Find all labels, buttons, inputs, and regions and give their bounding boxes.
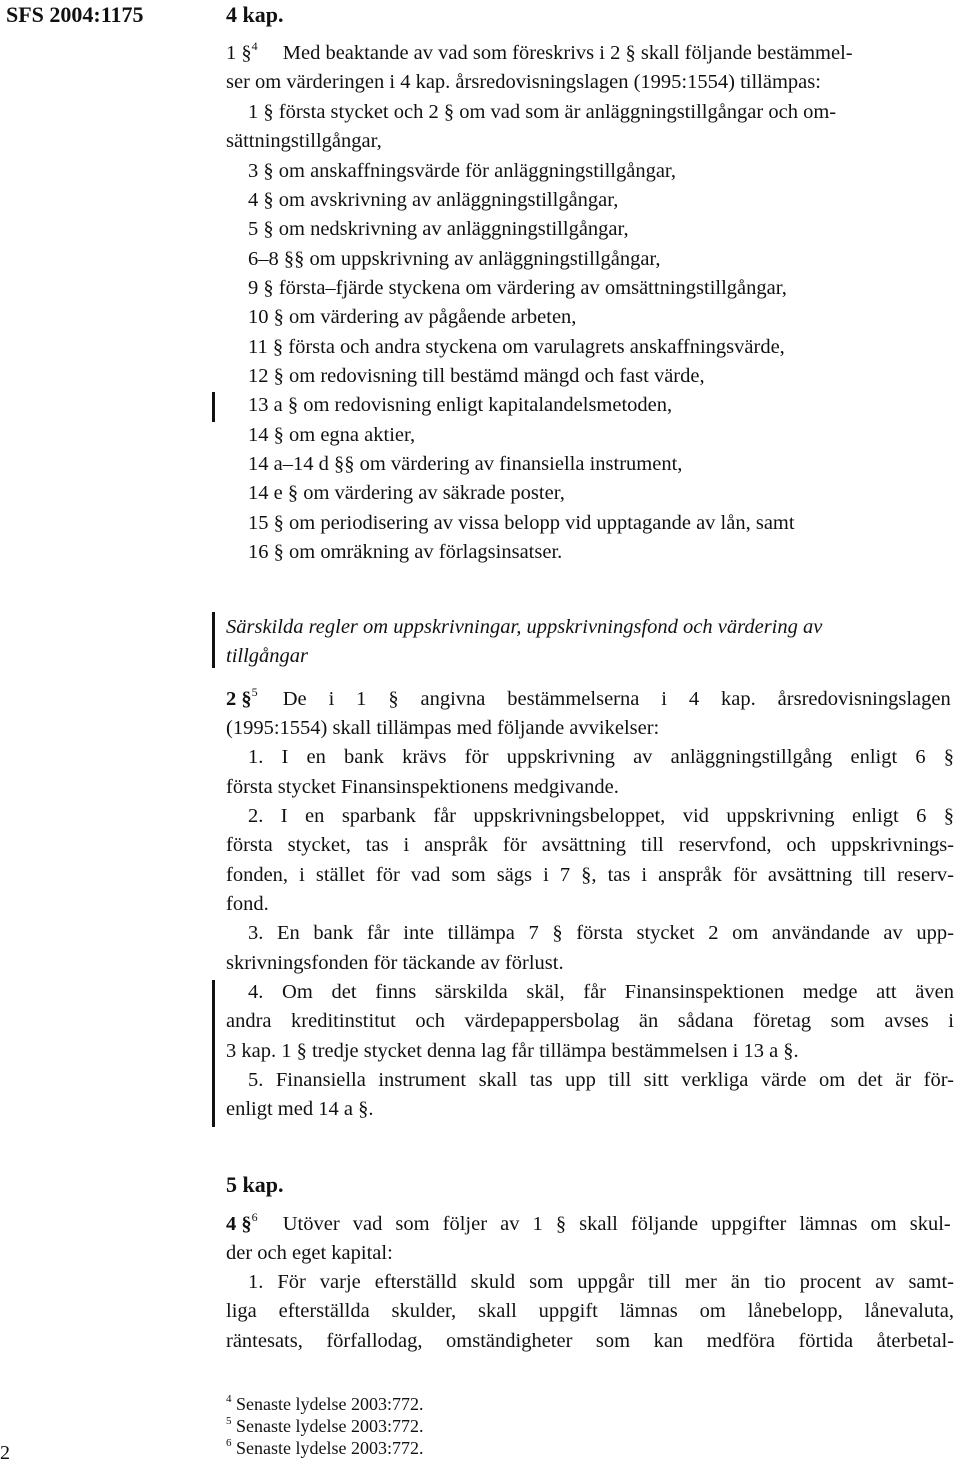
list-item: 14 e § om värdering av säkrade poster,: [248, 482, 565, 504]
section-2-line: första stycket Finansinspektionens medgivande.: [226, 776, 619, 798]
chapter-5-heading: 5 kap.: [226, 1172, 284, 1197]
list-item: 6–8 §§ om uppskrivning av anläggningstillgångar,: [248, 248, 661, 270]
section-2-line: 2. I en sparbank får uppskrivningsbeloppet, vid uppskrivning enligt 6 §: [248, 805, 954, 827]
footnote-text: Senaste lydelse 2003:772.: [236, 1394, 424, 1414]
section-1-intro: Med beaktande av vad som föreskrivs i 2 § skall följande bestämmel-: [282, 42, 853, 64]
section-2-line: skrivningsfonden för täckande av förlust.: [226, 952, 564, 974]
footnote-ref: 6: [251, 1210, 258, 1225]
footnote-ref: 5: [251, 685, 258, 700]
section-4-line: liga efterställda skulder, skall uppgift lämnas om lånebelopp, lånevaluta,: [226, 1300, 954, 1322]
section-2-line: fonden, i stället för vad som sägs i 7 §, tas i anspråk för avsättning till reserv-: [226, 864, 954, 886]
section-2-line: enligt med 14 a §.: [226, 1098, 374, 1120]
section-2-line: 3 kap. 1 § tredje stycket denna lag får tillämpa bestämmelsen i 13 a §.: [226, 1040, 799, 1062]
sfs-number: SFS 2004:1175: [6, 2, 144, 27]
section-1-first-line: [226, 39, 954, 65]
list-item: 12 § om redovisning till bestämd mängd och fast värde,: [248, 365, 705, 387]
list-item: 14 a–14 d §§ om värdering av finansiella instrument,: [248, 453, 683, 475]
list-item: 10 § om värdering av pågående arbeten,: [248, 306, 577, 328]
change-bar: [212, 980, 215, 1127]
section-2-line: fond.: [226, 893, 269, 915]
footnote: [226, 1438, 423, 1459]
section-2-line: 5. Finansiella instrument skall tas upp till sitt verkliga värde om det är för-: [248, 1069, 954, 1091]
chapter-4-heading: 4 kap.: [226, 2, 284, 27]
list-item: 15 § om periodisering av vissa belopp vid upptagande av lån, samt: [248, 512, 795, 534]
footnote-number: 5: [226, 1415, 232, 1427]
section-2-line: 1. I en bank krävs för uppskrivning av anläggningstillgång enligt 6 §: [248, 746, 954, 768]
list-item: 14 § om egna aktier,: [248, 424, 416, 446]
page-number: 2: [0, 1442, 10, 1464]
change-bar: [212, 392, 215, 422]
subheading-line-2: tillgångar: [226, 645, 309, 667]
list-item: 4 § om avskrivning av anläggningstillgångar,: [248, 189, 619, 211]
section-1-intro-line-2: ser om värderingen i 4 kap. årsredovisningslagen (1995:1554) tillämpas:: [226, 71, 821, 93]
footnote-text: Senaste lydelse 2003:772.: [236, 1438, 424, 1458]
subheading: Särskilda regler om uppskrivningar, uppskrivningsfond och värdering av: [226, 616, 823, 638]
section-2-line: 3. En bank får inte tillämpa 7 § första stycket 2 om användande av upp-: [248, 922, 954, 944]
para-sign: §: [241, 688, 252, 710]
para-number: 2: [226, 688, 237, 710]
list-item: 5 § om nedskrivning av anläggningstillgångar,: [248, 218, 629, 240]
section-4-text: Utöver vad som följer av 1 § skall följande uppgifter lämnas om skul-: [282, 1213, 951, 1235]
para-number: 4: [226, 1213, 237, 1235]
footnote-ref: 4: [251, 39, 258, 54]
list-item: sättningstillgångar,: [226, 130, 382, 152]
para-number: 1: [226, 42, 237, 64]
footnote: [226, 1416, 423, 1437]
list-item: 16 § om omräkning av förlagsinsatser.: [248, 541, 563, 563]
section-4-line: 1. För varje efterställd skuld som uppgår till mer än tio procent av samt-: [248, 1271, 954, 1293]
footnote-text: Senaste lydelse 2003:772.: [236, 1416, 424, 1436]
change-bar: [212, 612, 215, 668]
footnote-number: 6: [226, 1437, 232, 1449]
list-item: 3 § om anskaffningsvärde för anläggningstillgångar,: [248, 160, 677, 182]
para-sign: §: [241, 1213, 252, 1235]
section-2-line: andra kreditinstitut och värdepappersbolag än sådana företag som avses i: [226, 1010, 954, 1032]
list-item: 9 § första–fjärde styckena om värdering av omsättningstillgångar,: [248, 277, 787, 299]
section-2-line: 4. Om det finns särskilda skäl, får Finansinspektionen medge att även: [248, 981, 954, 1003]
list-item: 13 a § om redovisning enligt kapitalandelsmetoden,: [248, 394, 673, 416]
section-2-text: De i 1 § angivna bestämmelserna i 4 kap. årsredovisningslagen: [282, 688, 951, 710]
para-sign: §: [241, 42, 252, 64]
section-4-line: räntesats, förfallodag, omständigheter som kan medföra förtida återbetal-: [226, 1330, 954, 1352]
section-2-line: (1995:1554) skall tillämpas med följande avvikelser:: [226, 717, 660, 739]
section-4-first-line: [226, 1210, 954, 1236]
footnote: [226, 1394, 423, 1415]
list-item: 1 § första stycket och 2 § om vad som är anläggningstillgångar och om-: [248, 101, 837, 123]
footnote-number: 4: [226, 1393, 232, 1405]
section-2-first-line: [226, 685, 954, 711]
list-item: 11 § första och andra styckena om varulagrets anskaffningsvärde,: [248, 336, 785, 358]
section-4-line: der och eget kapital:: [226, 1242, 393, 1264]
section-2-line: första stycket, tas i anspråk för avsättning till reservfond, och uppskrivnings-: [226, 834, 954, 856]
